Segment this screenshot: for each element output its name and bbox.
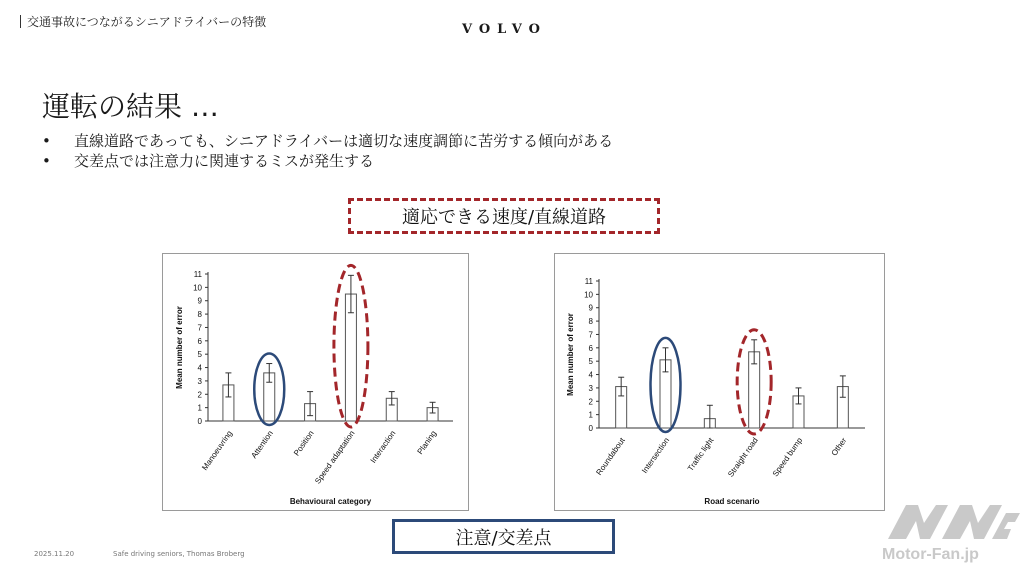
y-tick-label: 11 — [584, 277, 593, 286]
x-tick-label: Roundabout — [594, 435, 627, 477]
y-tick-label: 8 — [197, 310, 202, 320]
road-chart-panel — [554, 253, 885, 511]
x-tick-label: Position — [292, 428, 316, 458]
x-tick-label: Other — [829, 435, 849, 458]
x-tick-label: Manoeuvring — [200, 428, 235, 473]
section-title: 交通事故につながるシニアドライバーの特徴 — [27, 15, 267, 29]
y-tick-label: 3 — [588, 383, 593, 393]
x-tick-label: Straight road — [726, 435, 760, 479]
watermark-logo-icon — [880, 495, 1020, 567]
x-tick-label: Intersection — [640, 435, 672, 476]
y-tick-label: 7 — [588, 330, 593, 340]
y-tick-label: 0 — [588, 424, 593, 433]
y-tick-label: 5 — [588, 357, 593, 367]
x-tick-label: Interaction — [368, 428, 398, 465]
bullet-list — [42, 131, 613, 171]
y-tick-label: 5 — [197, 350, 202, 360]
y-tick-label: 10 — [193, 283, 202, 293]
y-tick-label: 9 — [197, 296, 202, 306]
header-divider — [20, 15, 21, 28]
y-tick-label: 7 — [197, 323, 202, 333]
road-chart — [555, 254, 884, 510]
bullet-item: • 交差点では注意力に関連するミスが発生する — [42, 151, 613, 171]
footer-date: 2025.11.20 — [34, 550, 75, 558]
x-tick-label: Speed adaptation — [313, 428, 357, 486]
y-tick-label: 2 — [197, 390, 202, 400]
slide-title: 運転の結果 … — [42, 90, 219, 123]
y-tick-label: 11 — [193, 270, 202, 279]
y-tick-label: 4 — [197, 363, 202, 373]
y-tick-label: 10 — [584, 290, 593, 300]
x-tick-label: Speed bump — [770, 435, 805, 479]
y-tick-label: 6 — [588, 343, 593, 353]
behaviour-chart — [163, 254, 468, 510]
y-tick-label: 3 — [197, 376, 202, 386]
x-tick-label: Traffic light — [685, 435, 716, 473]
x-axis-label: Behavioural category — [289, 497, 372, 506]
behaviour-chart-panel — [162, 253, 469, 511]
attention-callout-label: 注意/交差点 — [455, 527, 552, 549]
x-tick-label: Attention — [249, 428, 275, 461]
motorfan-watermark — [880, 495, 1020, 571]
footer-source: Safe driving seniors, Thomas Broberg — [113, 550, 245, 558]
speed-callout-label: 適応できる速度/直線道路 — [401, 207, 607, 228]
x-axis-label: Road scenario — [704, 497, 760, 506]
y-axis-label: Mean number of error — [175, 306, 184, 389]
y-tick-label: 2 — [588, 397, 593, 407]
y-tick-label: 1 — [588, 410, 593, 420]
y-tick-label: 1 — [197, 403, 202, 413]
section-header — [20, 13, 266, 30]
volvo-logo: VOLVO — [462, 22, 547, 37]
y-tick-label: 9 — [588, 303, 593, 313]
bullet-item: • 直線道路であっても、シニアドライバーは適切な速度調節に苦労する傾向がある — [42, 131, 613, 151]
attention-callout-box — [392, 519, 615, 554]
x-tick-label: Planing — [415, 428, 439, 457]
y-tick-label: 8 — [588, 317, 593, 327]
y-tick-label: 6 — [197, 336, 202, 346]
y-tick-label: 0 — [197, 417, 202, 426]
speed-callout-box — [348, 198, 660, 234]
y-axis-label: Mean number of error — [566, 313, 575, 396]
watermark-text: Motor-Fan.jp — [882, 546, 979, 563]
y-tick-label: 4 — [588, 370, 593, 380]
